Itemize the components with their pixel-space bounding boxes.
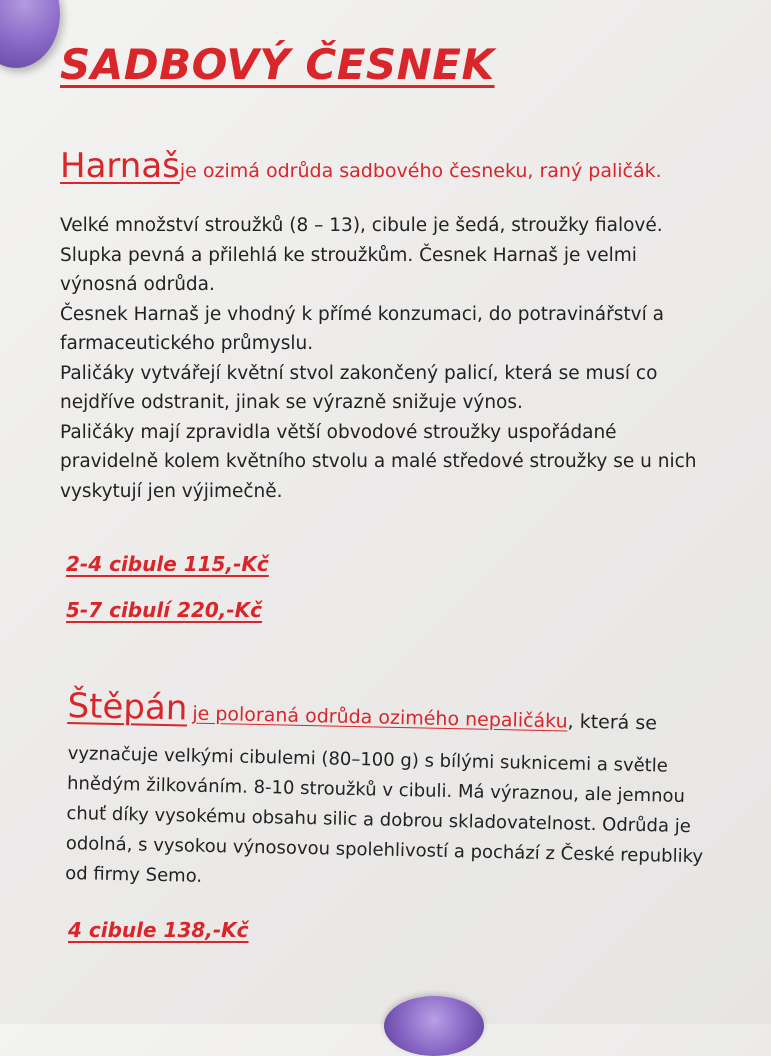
- stepan-name: Štěpán: [67, 686, 188, 729]
- harnas-line: pravidelně kolem květního stvolu a malé středové stroužky se u nich: [60, 451, 697, 472]
- stepan-line: chuť díky vysokému obsahu silic a dobrou skladovatelnost. Odrůda je: [66, 802, 692, 838]
- stepan-tagline-rest: , která se: [567, 710, 658, 735]
- harnas-line: farmaceutického průmyslu.: [60, 333, 314, 354]
- harnas-heading: [60, 146, 662, 186]
- stepan-line: odolná, s vysokou výnosovou spolehlivostí a pochází z České republiky: [65, 832, 704, 868]
- harnas-line: Slupka pevná a přilehlá ke stroužkům. Česnek Harnaš je velmi: [60, 244, 637, 266]
- harnas-name: Harnaš: [60, 146, 180, 186]
- purple-magnet-bottom: [384, 996, 484, 1056]
- page-title: SADBOVÝ ČESNEK: [60, 40, 495, 89]
- harnas-price-small: 2-4 cibule 115,-Kč: [66, 552, 269, 576]
- stepan-line: od firmy Semo.: [64, 862, 203, 887]
- stepan-heading: [67, 686, 657, 738]
- harnas-line: nejdříve odstranit, jinak se výrazně snižuje výnos.: [60, 392, 523, 413]
- harnas-price-large: 5-7 cibulí 220,-Kč: [66, 598, 263, 622]
- harnas-line: vyskytují jen výjimečně.: [60, 480, 283, 502]
- stepan-line: vyznačuje velkými cibulemi (80–100 g) s bílými suknicemi a světle: [67, 742, 669, 777]
- stepan-description: [65, 739, 705, 902]
- harnas-line: Velké množství stroužků (8 – 13), cibule je šedá, stroužky fialové.: [60, 215, 663, 236]
- stepan-price: 4 cibule 138,-Kč: [68, 918, 249, 942]
- purple-magnet-top: [0, 0, 60, 68]
- harnas-line: výnosná odrůda.: [60, 274, 215, 295]
- stepan-line: hnědým žilkováním. 8-10 stroužků v cibuli. Má výraznou, ale jemnou: [66, 772, 686, 807]
- harnas-description: [60, 211, 740, 506]
- harnas-line: Česnek Harnaš je vhodný k přímé konzumaci, do potravinářství a: [60, 303, 664, 325]
- harnas-tagline: je ozimá odrůda sadbového česneku, raný paličák.: [179, 160, 662, 182]
- harnas-line: Paličáky vytvářejí květní stvol zakončený palicí, která se musí co: [60, 362, 658, 384]
- stepan-tagline: je poloraná odrůda ozimého nepaličáku: [192, 702, 568, 733]
- harnas-line: Paličáky mají zpravidla větší obvodové stroužky uspořádané: [60, 421, 617, 443]
